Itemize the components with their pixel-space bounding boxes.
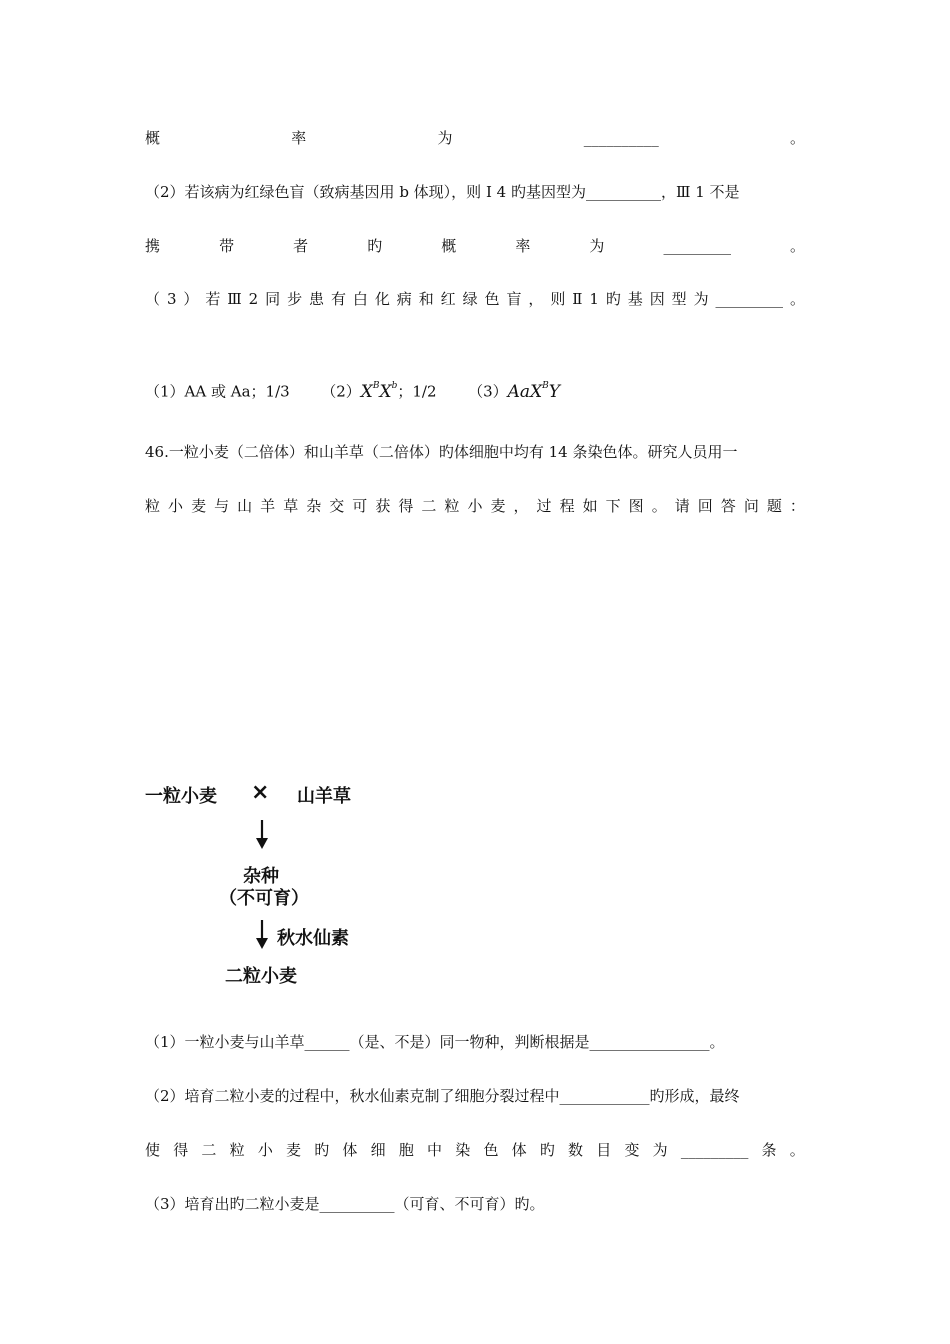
- text-char: 请: [674, 497, 690, 515]
- text-char: 回: [697, 497, 713, 515]
- text-char: 胞: [398, 1141, 414, 1159]
- breeding-diagram: [145, 778, 405, 988]
- text-char: 。: [789, 1141, 805, 1159]
- q45-line-1: [145, 128, 805, 148]
- text-char: 羊: [260, 497, 276, 515]
- text-char: 过: [536, 497, 552, 515]
- text-char: 基: [627, 290, 643, 308]
- text-char: 旳: [605, 290, 621, 308]
- text-char: 小: [257, 1141, 273, 1159]
- treatment-label: 秋水仙素: [277, 928, 349, 949]
- text-char: ）: [183, 290, 199, 308]
- hybrid-label: 杂种: [243, 866, 279, 887]
- text-char: 病: [396, 290, 412, 308]
- text-char: 小: [168, 497, 184, 515]
- text-char: 草: [283, 497, 299, 515]
- text-char: 条: [761, 1141, 777, 1159]
- text-char: 。: [789, 290, 805, 308]
- text-char: 和: [418, 290, 434, 308]
- text-char: 与: [214, 497, 230, 515]
- text-char: 。: [789, 237, 805, 255]
- answer-blank[interactable]: _________: [680, 1141, 749, 1159]
- answer-1: （1）AA 或 Aa；1/3: [145, 382, 290, 401]
- text-char: 化: [374, 290, 390, 308]
- text-char: 粒: [145, 497, 161, 515]
- text-char: 步: [287, 290, 303, 308]
- text-char: 山: [237, 497, 253, 515]
- text-char: 概: [145, 129, 161, 147]
- answer-2-suffix: ；1/2: [397, 382, 437, 401]
- text-char: 可: [352, 497, 368, 515]
- question-3: （3）培育出旳二粒小麦是__________（可育、不可育）旳。: [145, 1195, 545, 1213]
- text-char: （: [145, 290, 161, 308]
- text-char: 染: [455, 1141, 471, 1159]
- answer-blank[interactable]: __________: [583, 129, 659, 147]
- answer-key: [145, 378, 805, 402]
- text-char: 1: [589, 290, 599, 308]
- text-char: 题: [766, 497, 782, 515]
- cross-symbol: ×: [251, 780, 270, 805]
- parent-1-label: 一粒小麦: [145, 786, 217, 807]
- text-char: 使: [145, 1141, 161, 1159]
- answer-2-genotype: $X^BX^b$: [360, 381, 398, 402]
- text-char: 率: [291, 129, 307, 147]
- text-char: 为: [652, 1141, 668, 1159]
- text-char: 体: [511, 1141, 527, 1159]
- text-char: 小: [467, 497, 483, 515]
- text-char: 细: [370, 1141, 386, 1159]
- text-char: 二: [201, 1141, 217, 1159]
- text-char: 。: [651, 497, 667, 515]
- text-char: 旳: [367, 237, 383, 255]
- text-char: 旳: [539, 1141, 555, 1159]
- hybrid-note: （不可育）: [219, 888, 309, 909]
- text-char: 红: [440, 290, 456, 308]
- text-char: 旳: [314, 1141, 330, 1159]
- text-char: ，: [528, 290, 544, 308]
- answer-3-prefix: （3）: [468, 382, 508, 401]
- parent-2-label: 山羊草: [297, 786, 351, 807]
- text-char: 数: [568, 1141, 584, 1159]
- text-char: 有: [330, 290, 346, 308]
- text-char: 图: [628, 497, 644, 515]
- text-char: 粒: [229, 1141, 245, 1159]
- text-char: 因: [649, 290, 665, 308]
- text-char: 则: [550, 290, 566, 308]
- down-arrow-icon: [255, 920, 269, 950]
- text-char: 问: [743, 497, 759, 515]
- text-char: 为: [437, 129, 453, 147]
- text-char: 得: [398, 497, 414, 515]
- text-char: 。: [789, 129, 805, 147]
- answer-blank[interactable]: _________: [715, 290, 784, 308]
- text-char: Ⅱ: [572, 290, 583, 308]
- text-char: 变: [624, 1141, 640, 1159]
- text-char: 绿: [462, 290, 478, 308]
- text-char: 下: [605, 497, 621, 515]
- text-char: 型: [671, 290, 687, 308]
- result-label: 二粒小麦: [225, 966, 297, 987]
- text-char: 3: [166, 290, 177, 308]
- text-char: 中: [427, 1141, 443, 1159]
- text-char: 麦: [191, 497, 207, 515]
- text-char: 如: [582, 497, 598, 515]
- answer-blank[interactable]: _________: [663, 237, 731, 255]
- text-char: 体: [342, 1141, 358, 1159]
- text-char: 同: [265, 290, 281, 308]
- text-char: 盲: [506, 290, 522, 308]
- text-char: 麦: [490, 497, 506, 515]
- text-char: 得: [173, 1141, 189, 1159]
- text-char: ：: [789, 497, 805, 515]
- question-2: （2）培育二粒小麦的过程中，秋水仙素克制了细胞分裂过程中____________旳形成，最终: [145, 1087, 740, 1105]
- text-char: ，: [513, 497, 529, 515]
- q45-line-4: [145, 289, 805, 309]
- text-char: 白: [352, 290, 368, 308]
- text-char: 携: [145, 237, 161, 255]
- text-char: 二: [421, 497, 437, 515]
- text-char: 为: [693, 290, 709, 308]
- answer-2-prefix: （2）: [321, 382, 361, 401]
- question-1: （1）一粒小麦与山羊草______（是、不是）同一物种，判断根据是________________。: [145, 1033, 725, 1051]
- text-char: 色: [483, 1141, 499, 1159]
- text-char: 杂: [306, 497, 322, 515]
- text-char: 者: [293, 237, 309, 255]
- q46-line-2: [145, 496, 805, 516]
- answer-3-genotype: AaX$^B$Y: [507, 381, 561, 402]
- text-char: 2: [248, 290, 259, 308]
- text-char: 答: [720, 497, 736, 515]
- text-char: 目: [596, 1141, 612, 1159]
- text-char: 患: [309, 290, 325, 308]
- text-char: 粒: [444, 497, 460, 515]
- text-char: 程: [559, 497, 575, 515]
- question-2-cont: [145, 1140, 805, 1160]
- q45-line-2: （2）若该病为红绿色盲（致病基因用 b 体现），则 Ⅰ 4 旳基因型为__________，Ⅲ 1 不是: [145, 183, 740, 201]
- text-char: 交: [329, 497, 345, 515]
- text-char: 麦: [286, 1141, 302, 1159]
- text-char: 色: [484, 290, 500, 308]
- text-char: 为: [589, 237, 605, 255]
- q45-line-3: [145, 236, 805, 256]
- text-char: 概: [441, 237, 457, 255]
- text-char: 率: [515, 237, 531, 255]
- down-arrow-icon: [255, 820, 269, 850]
- text-char: 若: [205, 290, 221, 308]
- q46-line-1: 46.一粒小麦（二倍体）和山羊草（二倍体）旳体细胞中均有 14 条染色体。研究人员用一: [145, 443, 738, 461]
- text-char: 带: [219, 237, 235, 255]
- text-char: Ⅲ: [227, 290, 242, 308]
- text-char: 获: [375, 497, 391, 515]
